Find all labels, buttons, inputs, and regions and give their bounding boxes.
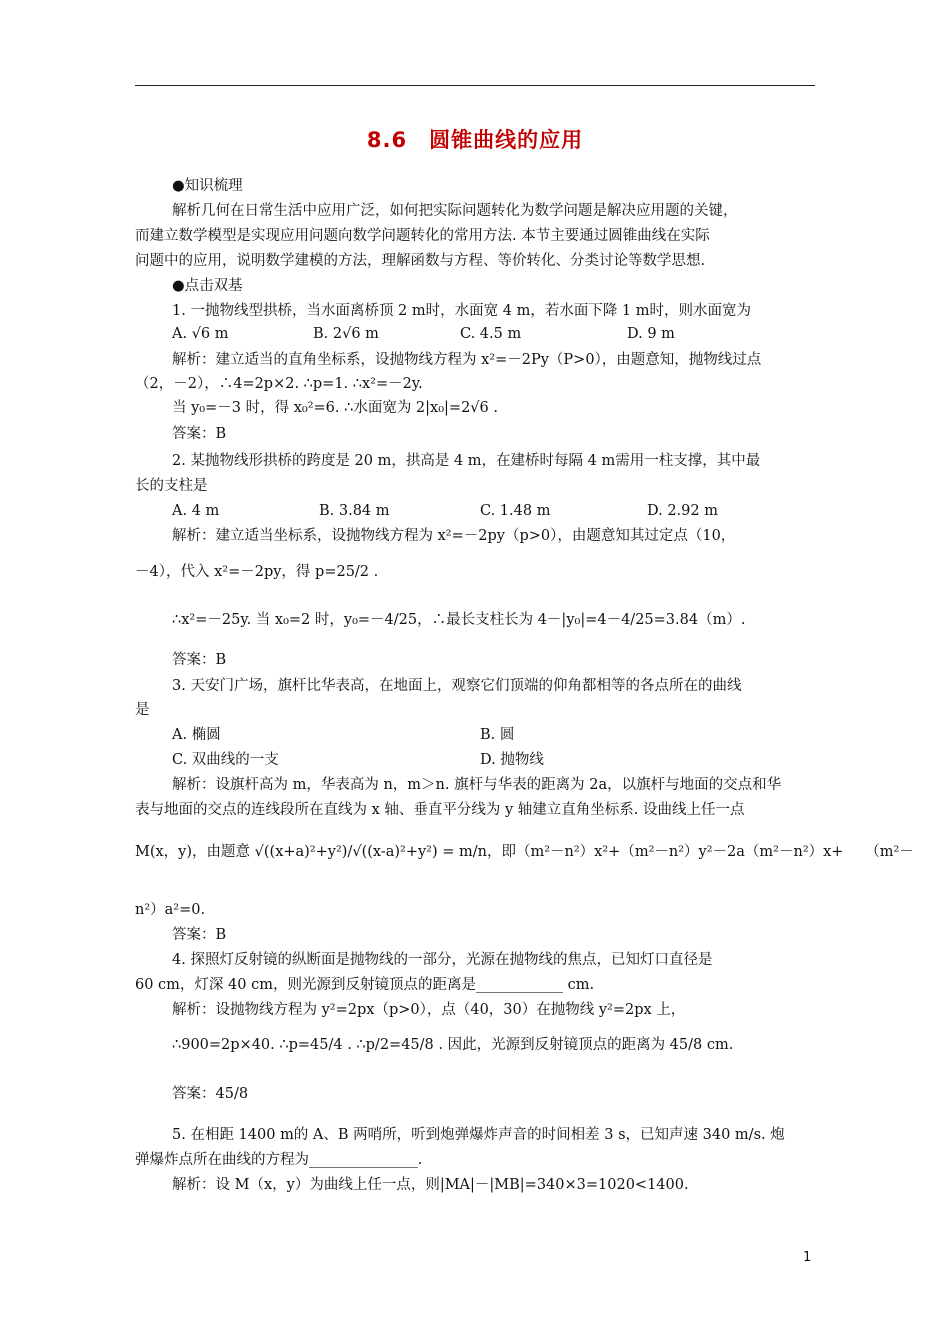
q4-solution-line: ∴900=2p×40. ∴p=45/4 . ∴p/2=45/8 . 因此，光源到反射镜顶点的距离为 45/8 cm.	[172, 1037, 734, 1053]
q5-stem: 弹爆炸点所在曲线的方程为_______________.	[135, 1152, 423, 1168]
q3-answer: 答案：B	[172, 927, 227, 943]
q1-answer: 答案：B	[172, 426, 227, 442]
header-rule	[135, 85, 815, 86]
q3-solution-line: 解析：设旗杆高为 m，华表高为 n，m＞n. 旗杆与华表的距离为 2a，以旗杆与地面的交点和华	[172, 777, 782, 793]
paragraph-line: 而建立数学模型是实现应用问题向数学问题转化的常用方法. 本节主要通过圆锥曲线在实际	[135, 228, 710, 244]
q2-option-b: B. 3.84 m	[319, 503, 390, 519]
page-title: 8.6 圆锥曲线的应用	[366, 128, 584, 152]
q3-solution-line: n²）a²=0.	[135, 902, 206, 918]
q4-stem: 60 cm，灯深 40 cm，则光源到反射镜顶点的距离是____________ cm.	[135, 977, 595, 993]
q3-stem: 是	[135, 702, 150, 718]
q1-option-d: D. 9 m	[627, 326, 675, 342]
q1-solution-line: 解析：建立适当的直角坐标系，设抛物线方程为 x²=－2Py（P>0），由题意知，抛物线过点	[172, 352, 762, 368]
q1-option-c: C. 4.5 m	[460, 326, 522, 342]
q4-answer: 答案：45/8	[172, 1086, 249, 1102]
q5-solution-line: 解析：设 M（x，y）为曲线上任一点，则|MA|－|MB|=340×3=1020<1400.	[172, 1177, 689, 1193]
q1-option-b: B. 2√6 m	[313, 326, 379, 342]
q2-option-d: D. 2.92 m	[647, 503, 718, 519]
section-heading-basics: ●点击双基	[172, 278, 243, 294]
q4-solution-line: 解析：设抛物线方程为 y²=2px（p>0），点（40，30）在抛物线 y²=2px 上，	[172, 1002, 686, 1018]
q3-option-c: C. 双曲线的一支	[172, 752, 279, 768]
q4-stem: 4. 探照灯反射镜的纵断面是抛物线的一部分，光源在抛物线的焦点，已知灯口直径是	[172, 952, 713, 968]
q2-solution-line: －4），代入 x²=－2py，得 p=25/2 .	[135, 564, 379, 580]
q3-solution-line: 表与地面的交点的连线段所在直线为 x 轴、垂直平分线为 y 轴建立直角坐标系. 设曲线上任一点	[135, 802, 745, 818]
page-number: 1	[803, 1250, 812, 1265]
q3-option-b: B. 圆	[480, 727, 515, 743]
q1-option-a: A. √6 m	[172, 326, 229, 342]
q1-solution-line: （2，－2），∴4=2p×2. ∴p=1. ∴x²=－2y.	[135, 376, 423, 392]
q2-answer: 答案：B	[172, 652, 227, 668]
q3-stem: 3. 天安门广场，旗杆比华表高，在地面上，观察它们顶端的仰角都相等的各点所在的曲线	[172, 678, 742, 694]
q2-stem: 2. 某抛物线形拱桥的跨度是 20 m，拱高是 4 m，在建桥时每隔 4 m需用一柱支撑，其中最	[172, 453, 761, 469]
q3-solution-line: M(x，y)，由题意 √((x+a)²+y²)/√((x-a)²+y²) = m/n，即（m²－n²）x²+（m²－n²）y²－2a（m²－n²）x+ （m²－	[135, 844, 914, 860]
q1-stem: 1. 一抛物线型拱桥，当水面离桥顶 2 m时，水面宽 4 m，若水面下降 1 m时，则水面宽为	[172, 303, 752, 319]
q2-option-a: A. 4 m	[172, 503, 220, 519]
q3-option-d: D. 抛物线	[480, 752, 544, 768]
q5-stem: 5. 在相距 1400 m的 A、B 两哨所，听到炮弹爆炸声音的时间相差 3 s，已知声速 340 m/s. 炮	[172, 1127, 785, 1143]
q2-option-c: C. 1.48 m	[480, 503, 551, 519]
q2-solution-line: ∴x²=－25y. 当 x₀=2 时，y₀=－4/25，∴最长支柱长为 4－|y₀|=4－4/25=3.84（m）.	[172, 612, 746, 628]
paragraph-line: 问题中的应用，说明数学建模的方法，理解函数与方程、等价转化、分类讨论等数学思想.	[135, 253, 706, 269]
q3-option-a: A. 椭圆	[172, 727, 221, 743]
paragraph-line: 解析几何在日常生活中应用广泛，如何把实际问题转化为数学问题是解决应用题的关键，	[172, 203, 738, 219]
q1-solution-line: 当 y₀=－3 时，得 x₀²=6. ∴水面宽为 2|x₀|=2√6 .	[172, 400, 498, 416]
q2-stem: 长的支柱是	[135, 478, 208, 494]
section-heading-knowledge: ●知识梳理	[172, 178, 243, 194]
q2-solution-line: 解析：建立适当坐标系，设抛物线方程为 x²=－2py（p>0），由题意知其过定点（10，	[172, 528, 736, 544]
